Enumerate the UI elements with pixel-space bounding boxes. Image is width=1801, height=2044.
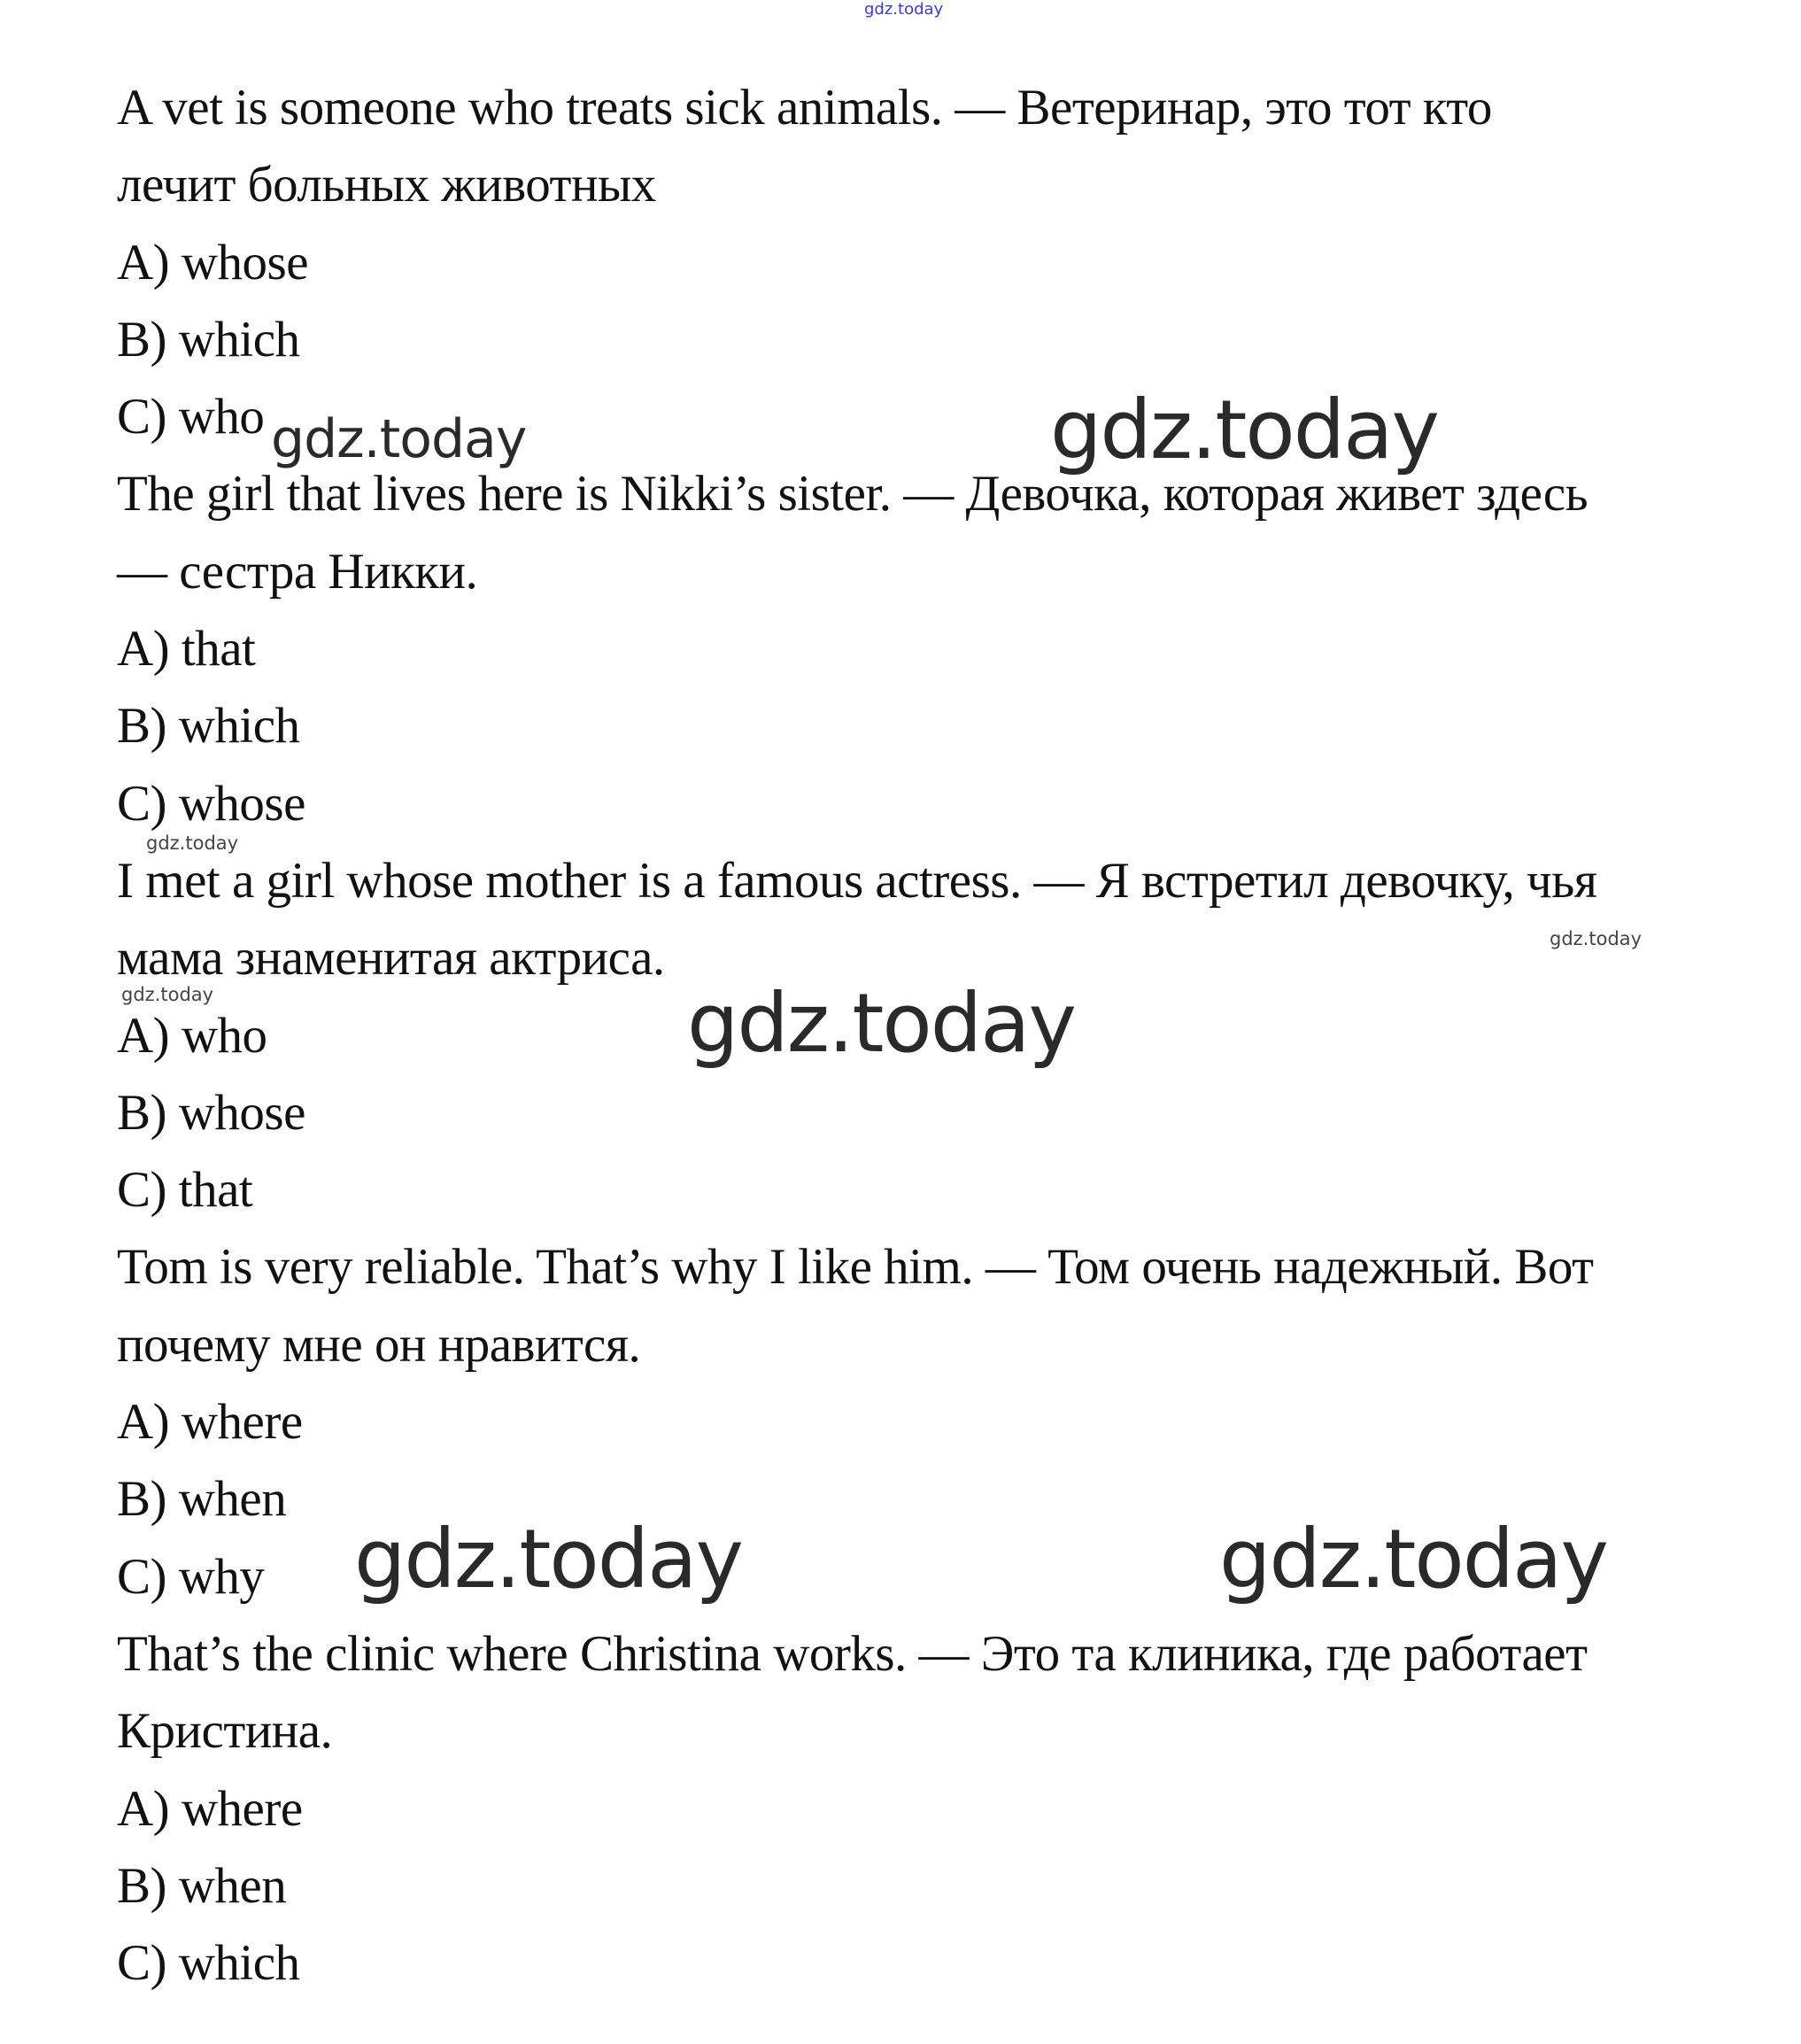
- option-a: A) where: [117, 1394, 303, 1451]
- watermark-top: gdz.today: [864, 0, 944, 19]
- question-5: [117, 1615, 1711, 2001]
- option-c: C) whose: [117, 775, 305, 832]
- option-c: C) who: [117, 389, 265, 445]
- question-2: [117, 455, 1711, 841]
- option-a: A) who: [117, 1007, 267, 1064]
- option-a: A) whose: [117, 234, 309, 290]
- watermark: gdz.today: [1550, 928, 1643, 949]
- question-text: Tom is very reliable. That’s why I like him. — Том очень надежный. Вот: [117, 1239, 1594, 1296]
- question-text: Кристина.: [117, 1703, 333, 1760]
- option-c: C) why: [117, 1548, 265, 1605]
- option-a: A) that: [117, 621, 256, 677]
- watermark: gdz.today: [146, 832, 239, 854]
- question-text: A vet is someone who treats sick animals. — Ветеринар, это тот кто: [117, 80, 1492, 135]
- option-b: B) whose: [117, 1084, 305, 1141]
- option-b: B) which: [117, 698, 300, 755]
- question-1: [117, 69, 1711, 455]
- watermark: gdz.today: [687, 976, 1075, 1071]
- option-c: C) that: [117, 1162, 253, 1219]
- watermark: gdz.today: [271, 408, 527, 470]
- question-text: I met a girl whose mother is a famous actress. — Я встретил девочку, чья: [117, 852, 1597, 909]
- question-text: лечит больных животных: [117, 157, 656, 213]
- question-text: That’s the clinic where Christina works. — Это та клиника, где работает: [117, 1625, 1588, 1682]
- option-c: C) which: [117, 1935, 300, 1992]
- question-text: — сестра Никки.: [117, 543, 478, 600]
- option-b: B) when: [117, 1471, 287, 1528]
- watermark: gdz.today: [121, 984, 214, 1005]
- question-text: мама знаменитая актриса.: [117, 930, 665, 987]
- watermark: gdz.today: [1219, 1512, 1607, 1607]
- question-text: The girl that lives here is Nikki’s sister. — Девочка, которая живет здесь: [117, 466, 1588, 523]
- option-b: B) when: [117, 1857, 287, 1914]
- option-a: A) where: [117, 1780, 303, 1837]
- watermark: gdz.today: [1050, 383, 1438, 477]
- option-b: B) which: [117, 311, 300, 368]
- watermark: gdz.today: [354, 1512, 742, 1607]
- question-text: почему мне он нравится.: [117, 1316, 641, 1373]
